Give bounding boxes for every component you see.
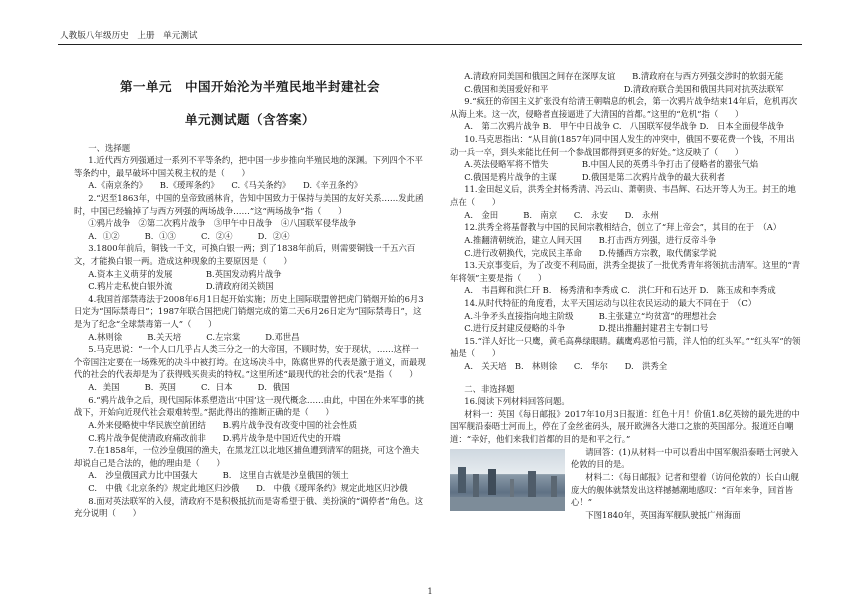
- section-heading-2: 二、非选择题: [464, 383, 515, 394]
- text-line: 请回答：(1)从材料一中可以看出中国军舰沿泰晤士河驶入伦敦的目的是。: [571, 446, 799, 470]
- text-line: A. 韦昌辉和洪仁玕 B. 杨秀清和李秀成 C. 洪仁玕和石达开 D. 陈玉成和李秀成: [464, 285, 776, 296]
- page-header: 人教版八年级历史 上册 单元测试: [60, 31, 198, 41]
- section-heading: 一、选择题: [88, 142, 131, 153]
- text-line: A. 关天培 B. 林则徐 C. 华尔 D. 洪秀全: [464, 361, 668, 372]
- text-line: 14.从时代特征的角度看，太平天国运动与以往农民运动的最大不同在于 （C）: [464, 297, 757, 308]
- material-questions: [450, 395, 802, 445]
- left-questions: [74, 154, 426, 520]
- text-line: C.鸦片走私使白银外流 D.清政府闭关锁国: [88, 281, 274, 292]
- text-line: A.《南京条约》 B.《瑷珲条约》 C.《马关条约》 D.《辛丑条约》: [88, 180, 363, 191]
- left-column: [74, 70, 426, 520]
- text-line: 3.1800年前后，铜钱一千文，可换白银一两；到了1838年前后，则需要铜钱一千五六百文，才能换白银一两。造成这种现象的主要原因是（ ）: [74, 243, 416, 266]
- header-rule: [58, 44, 802, 45]
- text-line: C.进行反封建反侵略的斗争 D.提出推翻封建君主专制口号: [464, 323, 709, 334]
- text-line: C.鸦片战争促使清政府痛改前非 D.鸦片战争是中国近代史的开端: [88, 432, 341, 443]
- harbor-photo: [450, 449, 565, 511]
- text-line: 15.“洋人好比一只鹰，黄毛高鼻绿眼睛。藕鹰鸡恶怕弓箭，洋人怕的红头军。”“红头军”的领袖是（ ）: [450, 335, 801, 359]
- text-line: A.外来侵略使中华民族空前团结 B.鸦片战争没有改变中国的社会性质: [88, 419, 358, 430]
- unit-subtitle: 单元测试题（含答案）: [184, 111, 315, 127]
- text-line: A. 沙皇俄国武力比中国强大 B. 这里自古就是沙皇俄国的领土: [88, 470, 349, 481]
- right-column: [450, 70, 802, 521]
- text-line: 材料一：英国《每日邮报》2017年10月3日报道：红色十月！价值1.8亿英镑的最先进的中国军舰沿泰晤士河而上，停在了金丝雀码头，展开欧洲各大港口之旅的英国部分。报道还自嘲道：“幸好，他们来我们首都的目的是和平之行。”: [450, 408, 800, 445]
- text-line: 材料二：《每日邮报》记者和望着（访问伦敦的）长白山舰庞大的舰体就禁发出这样撼撼潮地感叹：“百年来争，回首皆心！”: [571, 471, 799, 508]
- text-line: A. 第二次鸦片战争 B. 甲午中日战争 C. 八国联军侵华战争 D. 日本全面侵华战争: [464, 121, 785, 132]
- text-line: C. 中俄《北京条约》规定此地区归沙俄 D. 中俄《瑷珲条约》规定此地区归沙俄: [88, 482, 408, 493]
- text-line: 11.金田起义后，洪秀全封杨秀清、冯云山、萧朝贵、韦昌辉、石达开等人为王。封王的地点在（ ）: [450, 184, 796, 208]
- right-questions: [450, 70, 802, 373]
- text-line: 16.阅读下列材料回答问题。: [464, 396, 570, 407]
- text-line: 8.面对英法联军的入侵，清政府不是积极抵抗而是寄希望于俄、美扮演的“调停者”角色。这充分说明（ ）: [74, 495, 424, 519]
- page-number: 1: [427, 587, 433, 596]
- unit-title: 第一单元 中国开始沦为半殖民地半封建社会: [119, 79, 380, 94]
- text-line: 7.在1858年，一位沙皇俄国的渔夫，在黑龙江以北地区捕鱼遭到清军的阻挠，可这个渔夫却说自己是合法的，他的理由是（ ）: [74, 445, 420, 468]
- text-line: A.清政府同美国和俄国之间存在深厚友谊 B.清政府在与西方列强交涉时的软弱无能: [464, 71, 784, 81]
- text-line: 1.近代西方列强通过一系列不平等条约，把中国一步步推向半殖民地的深渊。下列四个不平等条约中，最早破坏中国关税主权的是（ ）: [74, 155, 423, 178]
- text-line: 4.我国首部禁毒法于2008年6月1日起开始实施；历史上国际联盟曾把虎门销烟开始的6月3日定为“国际禁毒日”；1987年联合国把虎门销烟完成的第二天6月26日定为“国际禁毒日”，这是为了纪念“全球禁毒第一人”（ ）: [74, 293, 424, 330]
- text-line: A.资本主义萌芽的发展 B.英国发动鸦片战争: [88, 268, 282, 279]
- text-line: ①鸦片战争 ②第二次鸦片战争 ③甲午中日战争 ④八国联军侵华战争: [88, 218, 357, 229]
- text-line: A.斗争矛头直接指向地主阶级 B.主张建立“均贫富”的理想社会: [464, 310, 717, 321]
- text-line: 5.马克思说：“一个人口几乎占人类三分之一的大帝国，不顾时势，安于现状，……这样一个帝国注定要在一场殊死的决斗中被打垮。在这场决斗中，陈腐世界的代表是激于道义，而最现代的社会的代表却是为了获得贱买贵卖的特权。”这里所述“最现代的社会的代表”是指（ ）: [74, 344, 426, 380]
- text-line: A.林则徐 B.关天培 C.左宗棠 D.邓世昌: [88, 331, 300, 342]
- material-block: [450, 446, 802, 522]
- text-line: A.推翻清朝统治，建立人间天国 B.打击西方列强，进行反帝斗争: [464, 234, 717, 245]
- text-line: 下图1840年，英国海军舰队驶抵广州海面: [585, 509, 741, 520]
- text-line: 6.“鸦片战争之后，现代国际体系塑造出‘中国’这一现代概念……由此，中国在外来军事的挑战下，开始向近现代社会艰难转型。”据此得出的推断正确的是（ ）: [74, 394, 425, 418]
- text-line: 10.马克思指出：“从目前(1857年)同中国人发生的冲突中，俄国不要花费一个钱，不用出动一兵一卒，到头来能比任何一个参战国都得到更多的好处。”这反映了（ ）: [450, 134, 795, 157]
- text-line: C.俄国和美国爱好和平 D.清政府联合美国和俄国共同对抗英法联军: [464, 83, 784, 94]
- text-line: 2.“迟至1863年，中国的皇帝致函林肯，告知中国致力于保持与美国的友好关系……发此函时，中国已经输掉了与西方列强的两场战争……”这“两场战争”指（ ）: [74, 192, 424, 216]
- text-line: C.进行改朝换代，完成民主革命 D.传播西方宗教，取代儒家学说: [464, 247, 717, 258]
- text-line: A．①② B．①③ C．②④ D．②④: [88, 230, 290, 241]
- text-line: 13.天京事变后，为了改变不利局面，洪秀全提拔了一批优秀青年将领抗击清军。这里的“青年将领”主要是指（ ）: [450, 260, 801, 283]
- text-line: 12.洪秀全将基督教与中国的民间宗教相结合，创立了“拜上帝会”，其目的在于 （A）: [464, 222, 782, 233]
- text-line: A. 金田 B. 南京 C. 永安 D. 永州: [464, 209, 659, 220]
- text-line: A.英法侵略军将不惜失 B.中国人民的英勇斗争打击了侵略者的嚣张气焰: [464, 159, 759, 170]
- text-line: A．美国 B．英国 C．日本 D．俄国: [88, 382, 290, 393]
- text-line: 9.“疯狂的帝国主义扩张没有给清王朝喘息的机会，第一次鸦片战争结束14年后，危机再次从海上来。这一次，侵略者直接逼进了大清国的首都。”这里的“危机”指（ ）: [450, 96, 798, 119]
- text-line: C.俄国是鸦片战争的主谋 D.俄国是第二次鸦片战争的最大获利者: [464, 171, 725, 182]
